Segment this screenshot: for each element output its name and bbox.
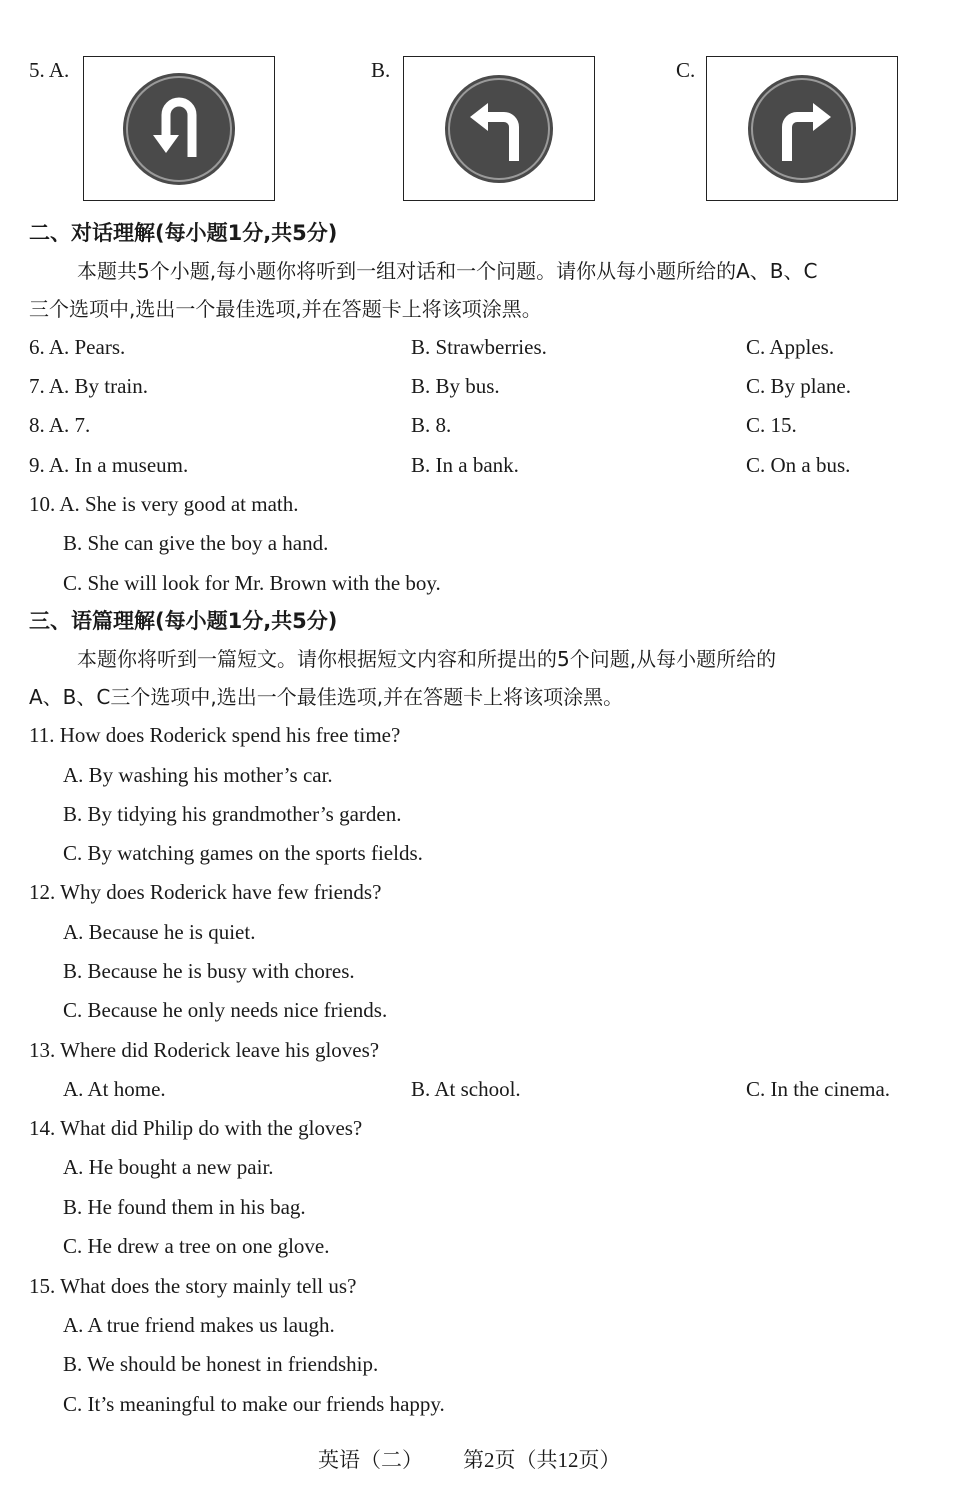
- q8-option-c: C. 15.: [746, 413, 797, 437]
- q13-option-a: A. At home.: [63, 1077, 166, 1101]
- section3-heading: 三、语篇理解(每小题1分,共5分): [29, 609, 338, 633]
- q14-option-c: C. He drew a tree on one glove.: [63, 1234, 330, 1258]
- q9-option-b: B. In a bank.: [411, 453, 519, 477]
- section2-instructions-line2: 三个选项中,选出一个最佳选项,并在答题卡上将该项涂黑。: [29, 297, 542, 321]
- q5-option-b-sign: [403, 56, 595, 201]
- q12-option-c: C. Because he only needs nice friends.: [63, 998, 388, 1022]
- q15-option-a: A. A true friend makes us laugh.: [63, 1313, 335, 1337]
- q7-option-c: C. By plane.: [746, 374, 851, 398]
- u-turn-icon: [84, 57, 274, 200]
- q14-question: 14. What did Philip do with the gloves?: [29, 1116, 363, 1140]
- q8-option-a: 8. A. 7.: [29, 413, 91, 437]
- q14-option-b: B. He found them in his bag.: [63, 1195, 306, 1219]
- q11-option-b: B. By tidying his grandmother’s garden.: [63, 802, 402, 826]
- turn-right-icon: [707, 57, 897, 200]
- q12-option-b: B. Because he is busy with chores.: [63, 959, 355, 983]
- q9-option-a: 9. A. In a museum.: [29, 453, 189, 477]
- q10-option-b: B. She can give the boy a hand.: [63, 531, 329, 555]
- q9-option-c: C. On a bus.: [746, 453, 851, 477]
- q15-option-b: B. We should be honest in friendship.: [63, 1352, 379, 1376]
- q15-option-c: C. It’s meaningful to make our friends happy.: [63, 1392, 445, 1416]
- q11-question: 11. How does Roderick spend his free time?: [29, 723, 401, 747]
- section2-heading: 二、对话理解(每小题1分,共5分): [29, 221, 338, 245]
- q6-option-c: C. Apples.: [746, 335, 835, 359]
- footer-subject: 英语（二）: [318, 1448, 423, 1472]
- q15-question: 15. What does the story mainly tell us?: [29, 1274, 357, 1298]
- q5-option-c-sign: [706, 56, 898, 201]
- section3-instructions-line2: A、B、C三个选项中,选出一个最佳选项,并在答题卡上将该项涂黑。: [29, 685, 624, 709]
- q7-option-a: 7. A. By train.: [29, 374, 148, 398]
- q13-option-c: C. In the cinema.: [746, 1077, 891, 1101]
- q5-option-b-label: B.: [371, 58, 391, 82]
- footer-page-number: 第2页（共12页）: [463, 1448, 621, 1472]
- section3-instructions-line1: 本题你将听到一篇短文。请你根据短文内容和所提出的5个问题,从每小题所给的: [77, 647, 777, 671]
- q7-option-b: B. By bus.: [411, 374, 500, 398]
- turn-left-icon: [404, 57, 594, 200]
- q13-question: 13. Where did Roderick leave his gloves?: [29, 1038, 380, 1062]
- q10-option-c: C. She will look for Mr. Brown with the boy.: [63, 571, 441, 595]
- q5-option-a-label: 5. A.: [29, 58, 70, 82]
- q12-option-a: A. Because he is quiet.: [63, 920, 256, 944]
- q6-option-b: B. Strawberries.: [411, 335, 547, 359]
- q10-option-a: 10. A. She is very good at math.: [29, 492, 299, 516]
- q11-option-c: C. By watching games on the sports fields.: [63, 841, 423, 865]
- q13-option-b: B. At school.: [411, 1077, 521, 1101]
- q11-option-a: A. By washing his mother’s car.: [63, 763, 333, 787]
- q8-option-b: B. 8.: [411, 413, 452, 437]
- q5-option-a-sign: [83, 56, 275, 201]
- section2-instructions-line1: 本题共5个小题,每小题你将听到一组对话和一个问题。请你从每小题所给的A、B、C: [77, 259, 818, 283]
- q5-option-c-label: C.: [676, 58, 696, 82]
- q14-option-a: A. He bought a new pair.: [63, 1155, 274, 1179]
- q6-option-a: 6. A. Pears.: [29, 335, 126, 359]
- q12-question: 12. Why does Roderick have few friends?: [29, 880, 382, 904]
